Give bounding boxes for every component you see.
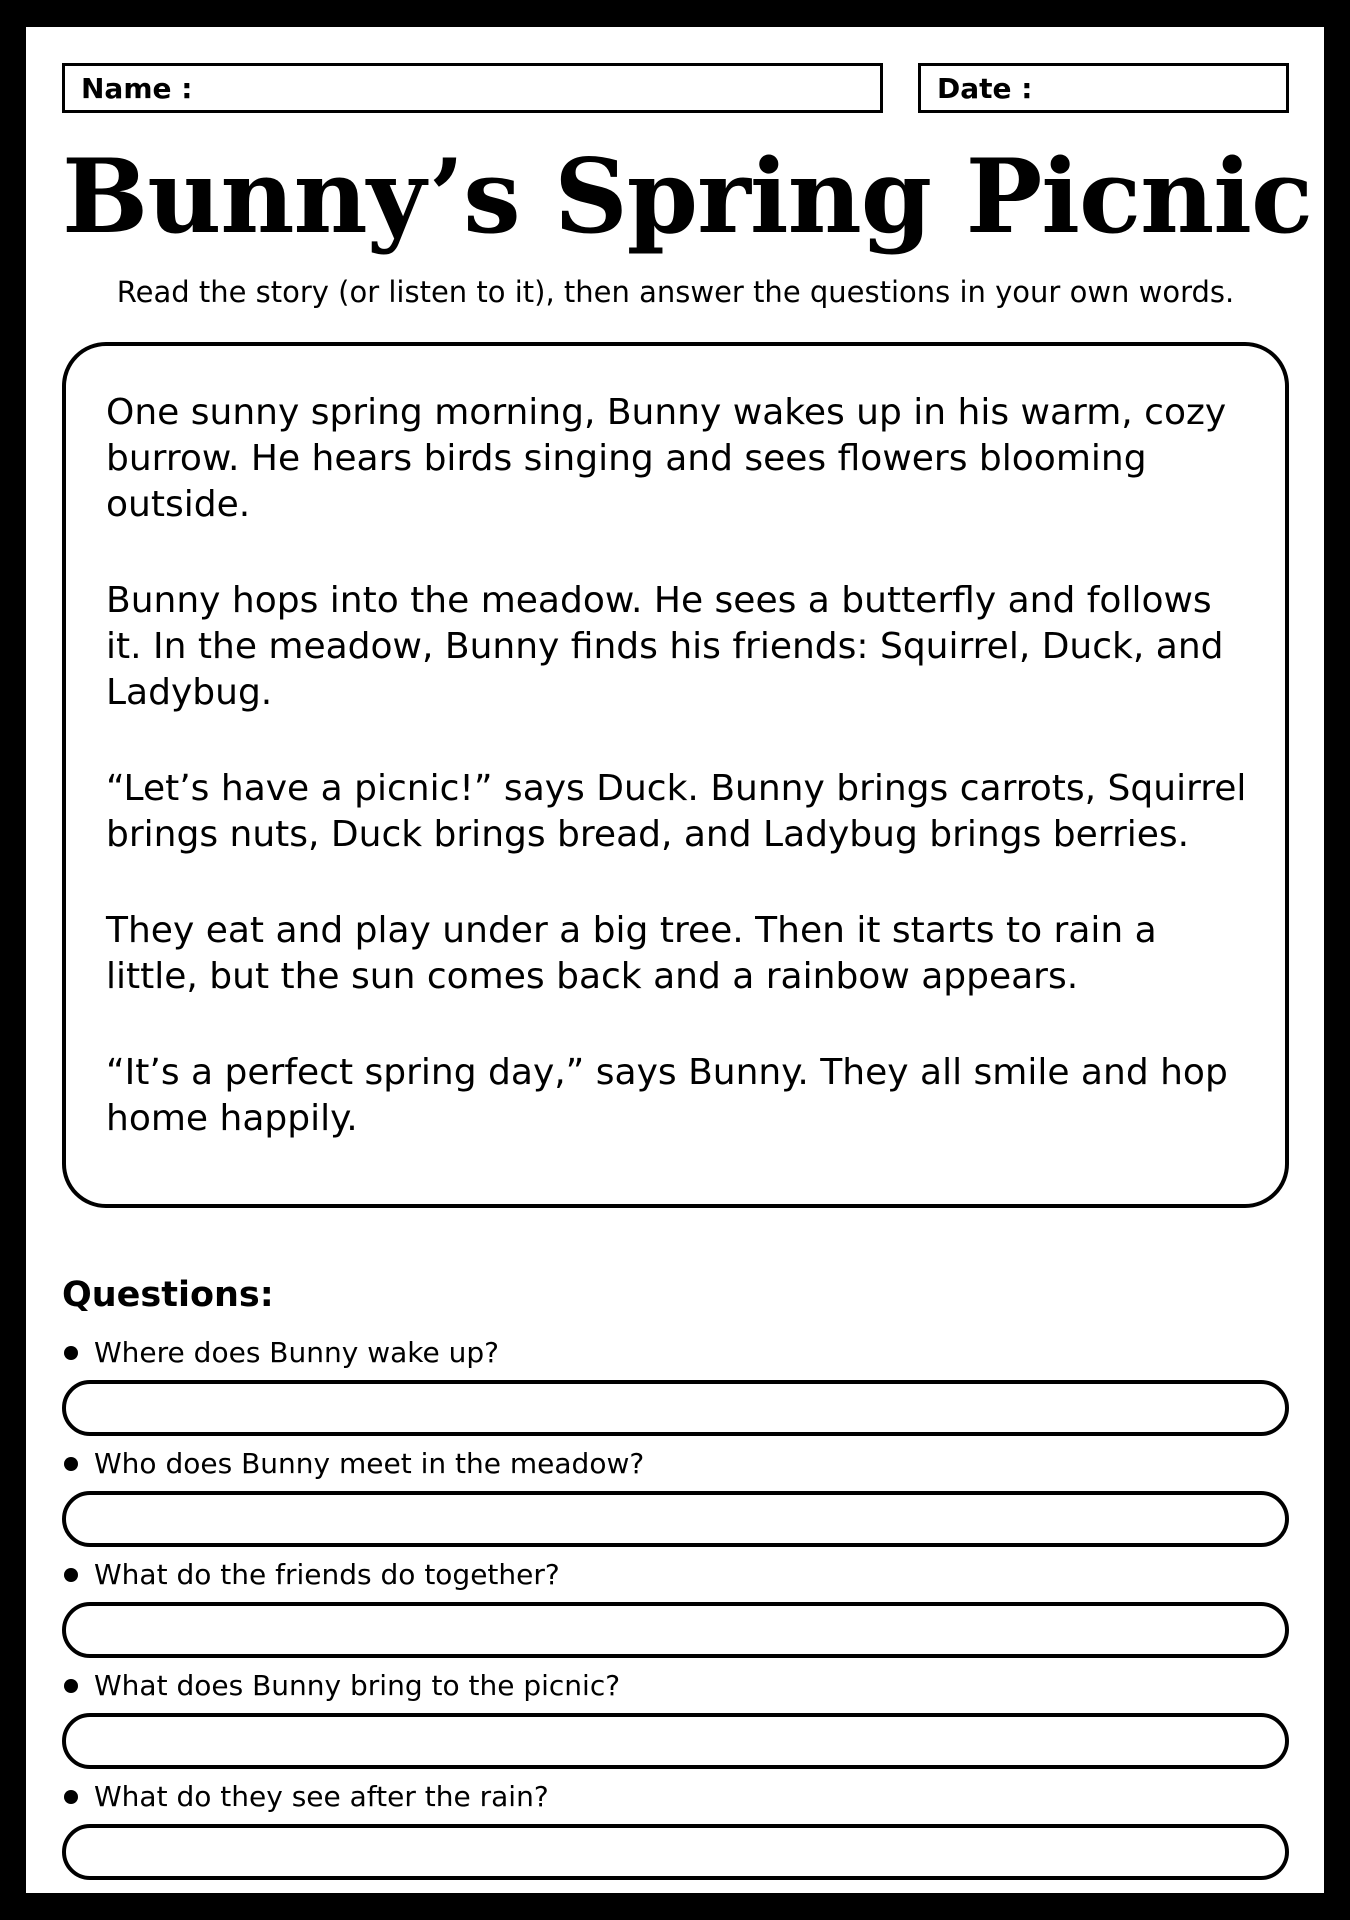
bullet-icon (64, 1568, 78, 1582)
story-paragraph: They eat and play under a big tree. Then it starts to rain a little, but the sun comes back and a rainbow appears. (106, 910, 1157, 997)
question-text: What does Bunny bring to the picnic? (94, 1669, 621, 1702)
question-item (62, 1665, 1289, 1776)
answer-field[interactable] (62, 1380, 1289, 1436)
bullet-icon (64, 1790, 78, 1804)
bullet-icon (64, 1457, 78, 1471)
story-box (62, 342, 1289, 1208)
bullet-icon (64, 1346, 78, 1360)
name-field[interactable] (62, 63, 883, 113)
questions-heading: Questions: (62, 1275, 274, 1315)
story-paragraph: Bunny hops into the meadow. He sees a butterfly and follows it. In the meadow, Bunny finds his friends: Squirrel, Duck, and Ladybug. (106, 580, 1224, 713)
name-label: Name : (81, 71, 193, 105)
question-item (62, 1332, 1289, 1443)
date-label: Date : (937, 71, 1033, 105)
question-text: Where does Bunny wake up? (94, 1336, 500, 1369)
bullet-icon (64, 1679, 78, 1693)
date-field[interactable] (918, 63, 1289, 113)
instructions: Read the story (or listen to it), then answer the questions in your own words. (116, 275, 1235, 309)
question-text: What do they see after the rain? (94, 1780, 549, 1813)
question-item (62, 1443, 1289, 1554)
question-item (62, 1776, 1289, 1887)
answer-field[interactable] (62, 1491, 1289, 1547)
answer-field[interactable] (62, 1602, 1289, 1658)
question-text: What do the friends do together? (94, 1558, 560, 1591)
answer-field[interactable] (62, 1824, 1289, 1880)
question-item (62, 1554, 1289, 1665)
worksheet-page (26, 27, 1324, 1893)
question-text: Who does Bunny meet in the meadow? (94, 1447, 645, 1480)
questions-list (62, 1332, 1289, 1887)
story-paragraph: One sunny spring morning, Bunny wakes up in his warm, cozy burrow. He hears birds singing and sees flowers blooming outside. (106, 392, 1227, 525)
answer-field[interactable] (62, 1713, 1289, 1769)
story-paragraph: “Let’s have a picnic!” says Duck. Bunny brings carrots, Squirrel brings nuts, Duck brings bread, and Ladybug brings berries. (106, 768, 1247, 855)
worksheet-title: Bunny’s Spring Picnic (62, 137, 1313, 257)
story-paragraph: “It’s a perfect spring day,” says Bunny. They all smile and hop home happily. (106, 1052, 1228, 1139)
